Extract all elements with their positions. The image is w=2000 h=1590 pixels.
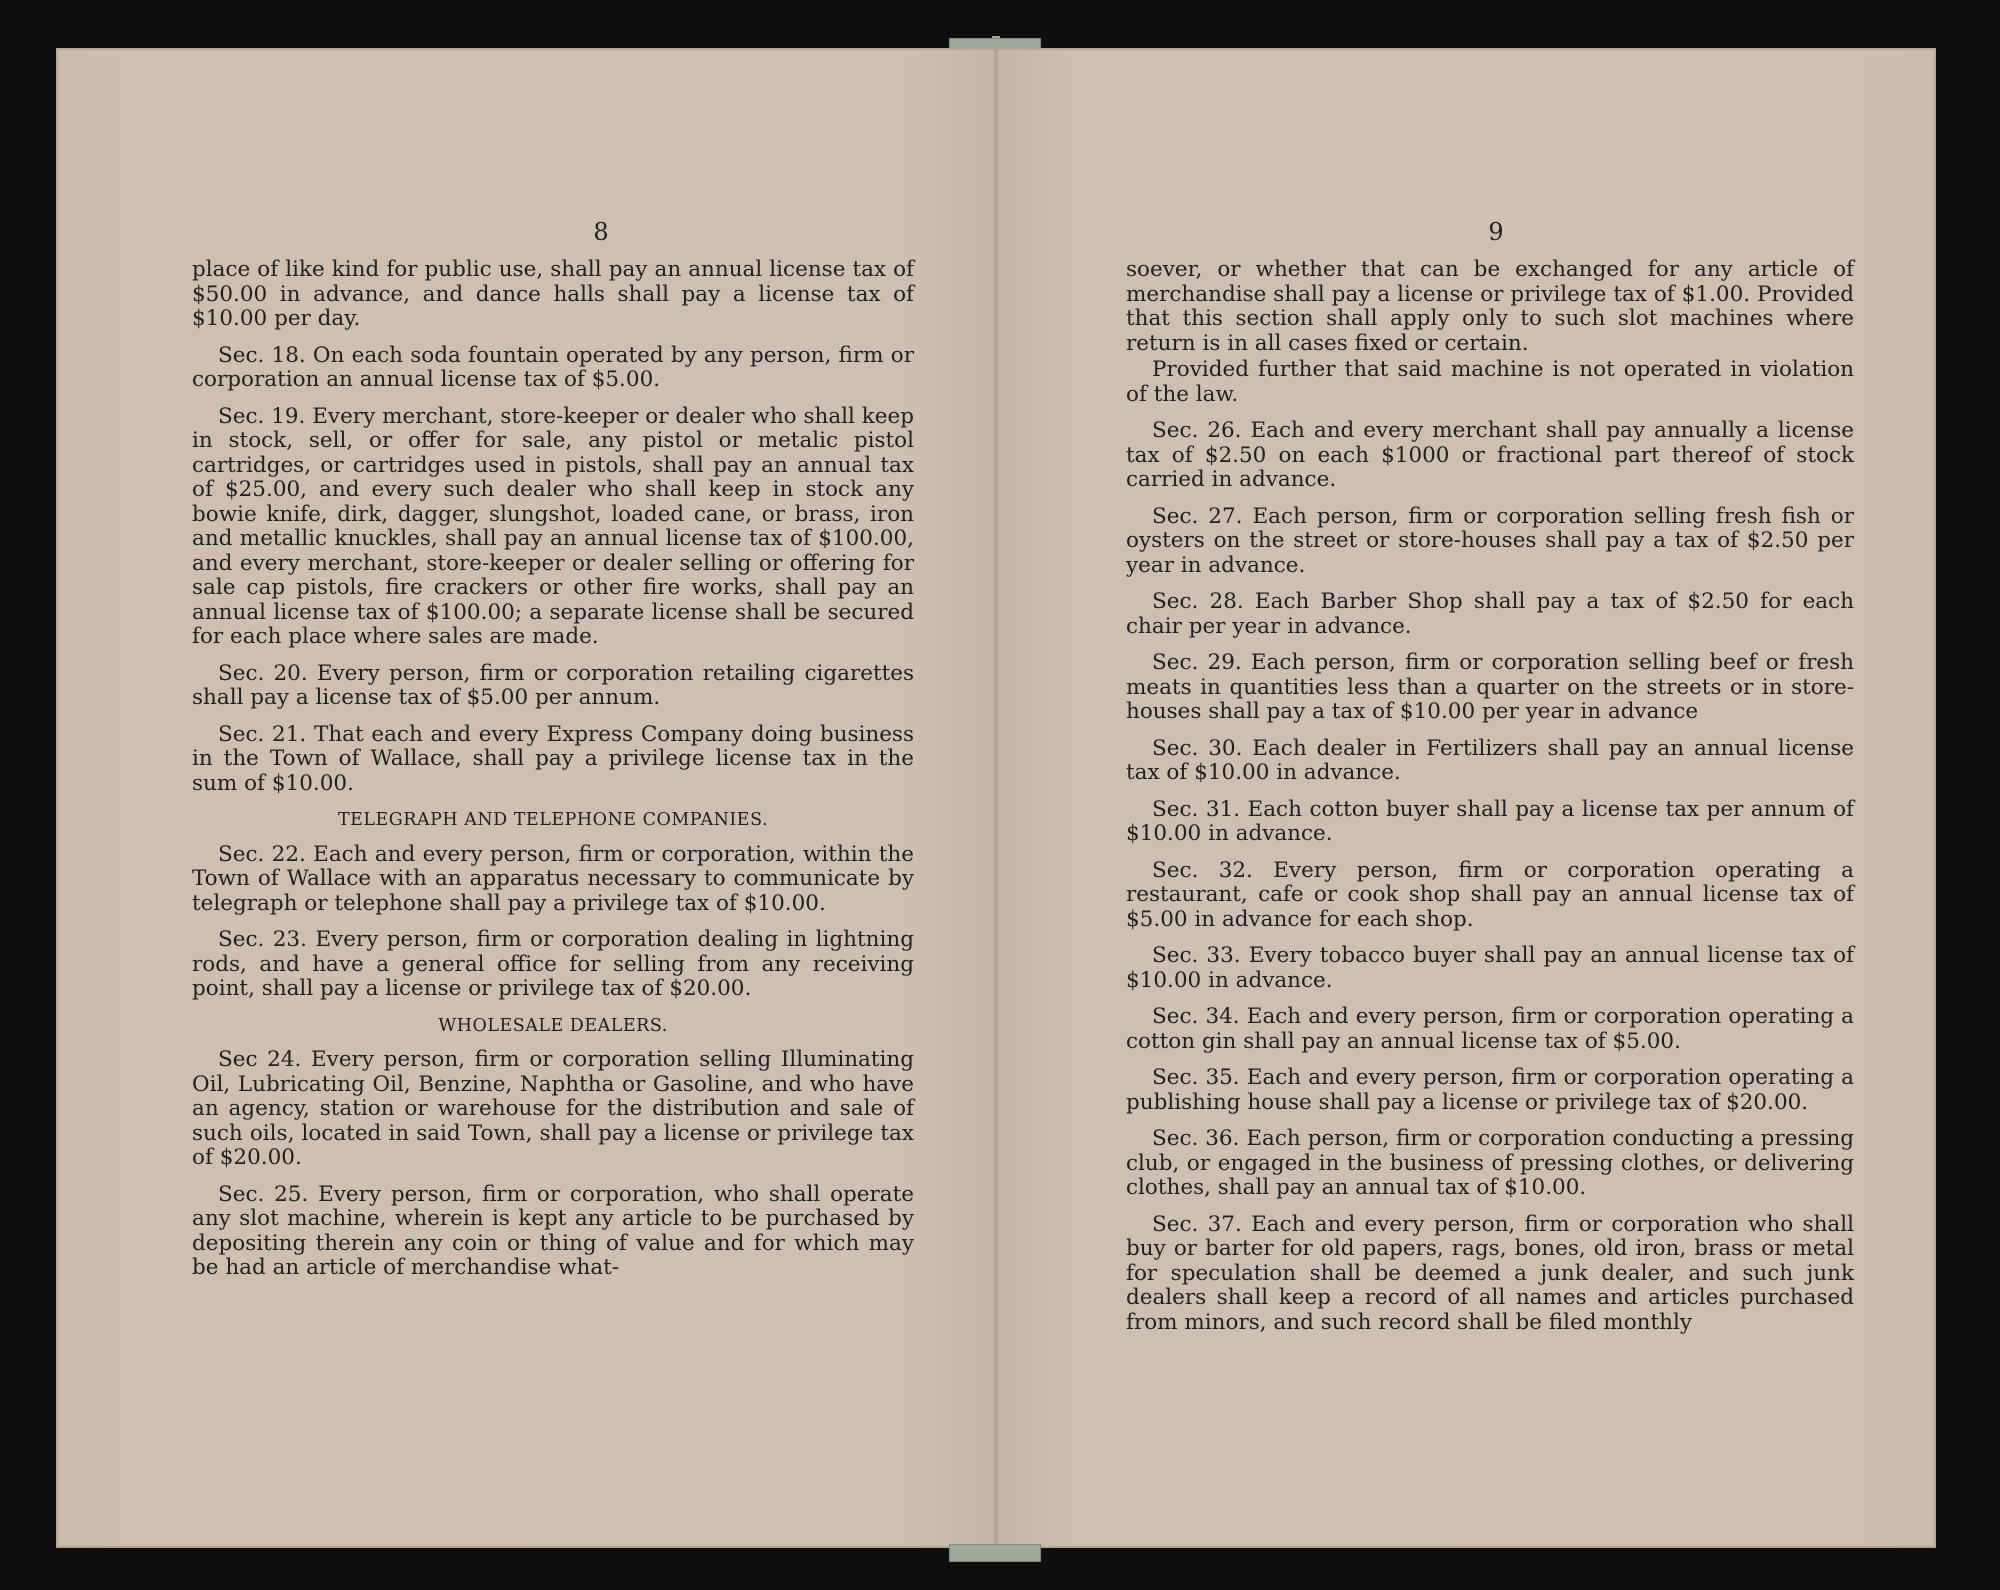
paragraph: Sec. 22. Each and every person, firm or corporation, within the Town of Wallace with an apparatus necessary to communicate by telegraph or telephone shall pay a privilege tax of $10.00.: [192, 841, 914, 916]
paragraph: Sec. 28. Each Barber Shop shall pay a tax of $2.50 for each chair per year in advance.: [1126, 589, 1854, 639]
left-page: [56, 48, 996, 1548]
paragraph: Sec. 30. Each dealer in Fertilizers shall pay an annual license tax of $10.00 in advance.: [1126, 735, 1854, 785]
section-heading: WHOLESALE DEALERS.: [438, 1015, 668, 1036]
paragraph: Sec. 34. Each and every person, firm or corporation operating a cotton gin shall pay an annual license tax of $5.00.: [1126, 1004, 1854, 1054]
paragraph: Sec. 37. Each and every person, firm or corporation who shall buy or barter for old papers, rags, bones, old iron, brass or metal for speculation shall be deemed a junk dealer, and such junk dealers shall keep a record of all names and articles purchased from minors, and such record shall be filed monthly: [1126, 1211, 1854, 1335]
page-number: 9: [1488, 218, 1504, 246]
paragraph: Sec. 25. Every person, firm or corporation, who shall operate any slot machine, wherein is kept any article to be purchased by depositing therein any coin or thing of value and for which may be had an article of merchandise what-: [192, 1181, 914, 1280]
paragraph: Sec. 20. Every person, firm or corporation retailing cigarettes shall pay a license tax of $5.00 per annum.: [192, 660, 914, 710]
paragraph: Sec. 29. Each person, firm or corporation selling beef or fresh meats in quantities less than a quarter on the streets or in store-houses shall pay a tax of $10.00 per year in advance: [1126, 650, 1854, 724]
paragraph: Sec. 27. Each person, firm or corporation selling fresh fish or oysters on the street or store-houses shall pay a tax of $2.50 per year in advance.: [1126, 503, 1854, 578]
paragraph: Provided further that said machine is not operated in violation of the law.: [1126, 357, 1854, 407]
right-page-text: [1126, 258, 1854, 1347]
paragraph: Sec. 19. Every merchant, store-keeper or dealer who shall keep in stock, sell, or offer for sale, any pistol or metalic pistol cartridges, or cartridges used in pistols, shall pay an annual tax of $25.00, and every such dealer who shall keep in stock any bowie knife, dirk, dagger, slungshot, loaded cane, or brass, iron and metallic knuckles, shall pay an annual license tax of $100.00, and every merchant, store-keeper or dealer selling or offering for sale cap pistols, fire crackers or other fire works, shall pay an annual license tax of $100.00; a separate license shall be secured for each place where sales are made.: [192, 403, 914, 649]
section-heading: TELEGRAPH AND TELEPHONE COMPANIES.: [337, 810, 769, 830]
paragraph: Sec 24. Every person, firm or corporation selling Illuminating Oil, Lubricating Oil, Benzine, Naphtha or Gasoline, and who have an agency, station or warehouse for the distribution and sale of such oils, located in said Town, shall pay a license or privilege tax of $20.00.: [192, 1047, 914, 1170]
paragraph: Sec. 35. Each and every person, firm or corporation operating a publishing house shall pay a license or privilege tax of $20.00.: [1126, 1065, 1854, 1115]
right-page: [996, 48, 1936, 1548]
paragraph: Sec. 23. Every person, firm or corporation dealing in lightning rods, and have a general office for selling from any receiving point, shall pay a license or privilege tax of $20.00.: [192, 927, 914, 1001]
left-page-text: [192, 258, 914, 1293]
paragraph: Sec. 26. Each and every merchant shall pay annually a license tax of $2.50 on each $1000 or fractional part thereof of stock carried in advance.: [1126, 418, 1854, 492]
paragraph: Sec. 18. On each soda fountain operated by any person, firm or corporation an annual license tax of $5.00.: [192, 342, 914, 392]
open-booklet: [56, 48, 1936, 1558]
binding-thread-bottom: [949, 1544, 1041, 1562]
paragraph: Sec. 32. Every person, firm or corporation operating a restaurant, cafe or cook shop shall pay an annual license tax of $5.00 in advance for each shop.: [1126, 857, 1854, 932]
page-number: 8: [593, 218, 609, 246]
paragraph: soever, or whether that can be exchanged for any article of merchandise shall pay a license or privilege tax of $1.00. Provided that this section shall apply only to such slot machines where return is in all cases fixed or certain.: [1126, 257, 1854, 356]
paragraph: place of like kind for public use, shall pay an annual license tax of $50.00 in advance, and dance halls shall pay a license tax of $10.00 per day.: [192, 257, 914, 331]
paragraph: Sec. 31. Each cotton buyer shall pay a license tax per annum of $10.00 in advance.: [1126, 796, 1854, 846]
paragraph: Sec. 36. Each person, firm or corporation conducting a pressing club, or engaged in the business of pressing clothes, or delivering clothes, shall pay an annual tax of $10.00.: [1126, 1126, 1854, 1200]
paragraph: Sec. 33. Every tobacco buyer shall pay an annual license tax of $10.00 in advance.: [1126, 943, 1854, 993]
paragraph: Sec. 21. That each and every Express Company doing business in the Town of Wallace, shall pay a privilege license tax in the sum of $10.00.: [192, 721, 914, 796]
